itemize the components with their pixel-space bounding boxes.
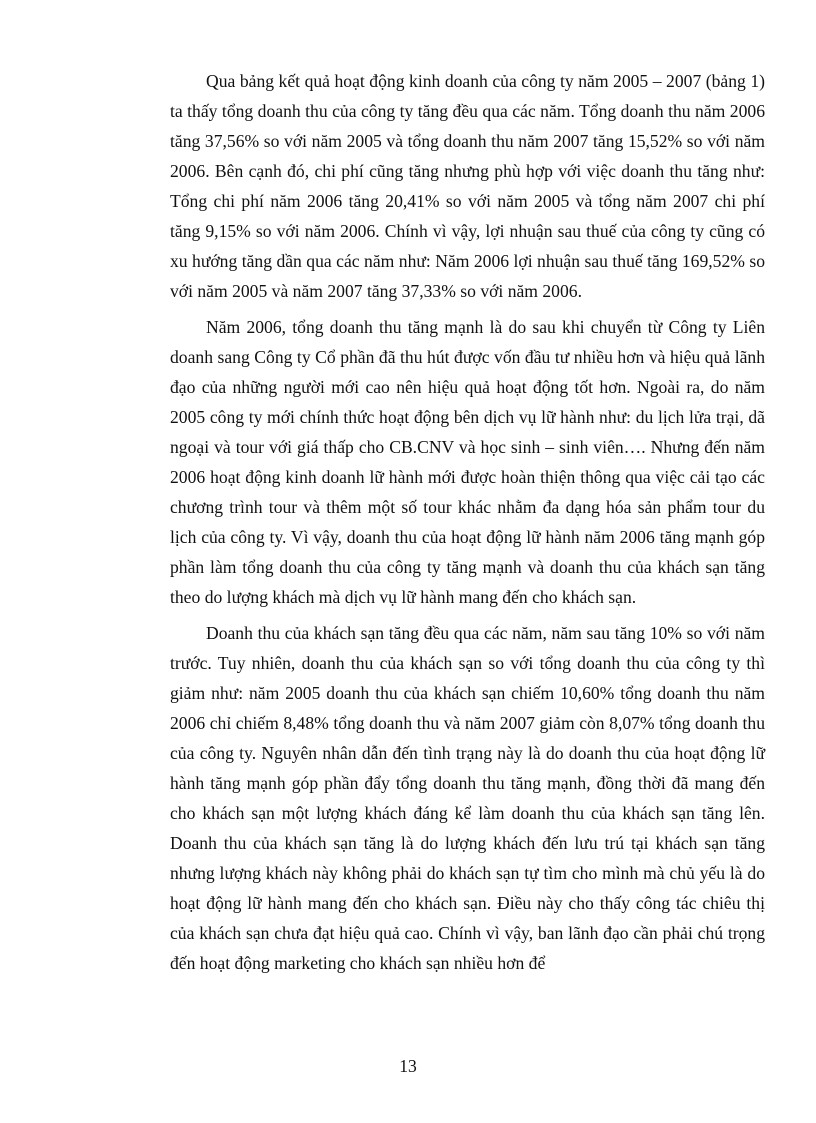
paragraph-2006-growth: Năm 2006, tổng doanh thu tăng mạnh là do sau khi chuyển từ Công ty Liên doanh sang Công ty Cổ phần đã thu hút được vốn đầu tư nhiều hơn và hiệu quả lãnh đạo của những người mới cao nên hiệu quả hoạt động tốt hơn. Ngoài ra, do năm 2005 công ty mới chính thức hoạt động bên dịch vụ lữ hành như: du lịch lửa trại, dã ngoại và tour với giá thấp cho CB.CNV và học sinh – sinh viên…. Nhưng đến năm 2006 hoạt động kinh doanh lữ hành mới được hoàn thiện thông qua việc cải tạo các chương trình tour và thêm một số tour khác nhằm đa dạng hóa sản phẩm tour du lịch của công ty. Vì vậy, doanh thu của hoạt động lữ hành năm 2006 tăng mạnh góp phần làm tổng doanh thu của công ty tăng mạnh và doanh thu của khách sạn tăng theo do lượng khách mà dịch vụ lữ hành mang đến cho khách sạn.	[170, 317, 765, 607]
page-number: 13	[399, 1056, 417, 1076]
paragraph-revenue-summary: Qua bảng kết quả hoạt động kinh doanh của công ty năm 2005 – 2007 (bảng 1) ta thấy tổng doanh thu của công ty tăng đều qua các năm. Tổng doanh thu năm 2006 tăng 37,56% so với năm 2005 và tổng doanh thu năm 2007 tăng 15,52% so với năm 2006. Bên cạnh đó, chi phí cũng tăng nhưng phù hợp với việc doanh thu tăng như: Tổng chi phí năm 2006 tăng 20,41% so với năm 2005 và tổng năm 2007 chi phí tăng 9,15% so với năm 2006. Chính vì vậy, lợi nhuận sau thuế của công ty cũng có xu hướng tăng dần qua các năm như: Năm 2006 lợi nhuận sau thuế tăng 169,52% so với năm 2005 và năm 2007 tăng 37,33% so với năm 2006.	[170, 71, 765, 301]
document-body	[170, 66, 765, 984]
paragraph-hotel-revenue: Doanh thu của khách sạn tăng đều qua các năm, năm sau tăng 10% so với năm trước. Tuy nhiên, doanh thu của khách sạn so với tổng doanh thu của công ty thì giảm như: năm 2005 doanh thu của khách sạn chiếm 10,60% tổng doanh thu năm 2006 chỉ chiếm 8,48% tổng doanh thu và năm 2007 giảm còn 8,07% tổng doanh thu của công ty. Nguyên nhân dẫn đến tình trạng này là do doanh thu của hoạt động lữ hành tăng mạnh góp phần đẩy tổng doanh thu tăng mạnh, đồng thời đã mang đến cho khách sạn một lượng khách đáng kể làm doanh thu của khách sạn tăng lên. Doanh thu của khách sạn tăng là do lượng khách đến lưu trú tại khách sạn tăng nhưng lượng khách này không phải do khách sạn tự tìm cho mình mà chủ yếu là do hoạt động lữ hành mang đến cho khách sạn. Điều này cho thấy công tác chiêu thị của khách sạn chưa đạt hiệu quả cao. Chính vì vậy, ban lãnh đạo cần phải chú trọng đến hoạt động marketing cho khách sạn nhiều hơn để	[170, 623, 765, 973]
